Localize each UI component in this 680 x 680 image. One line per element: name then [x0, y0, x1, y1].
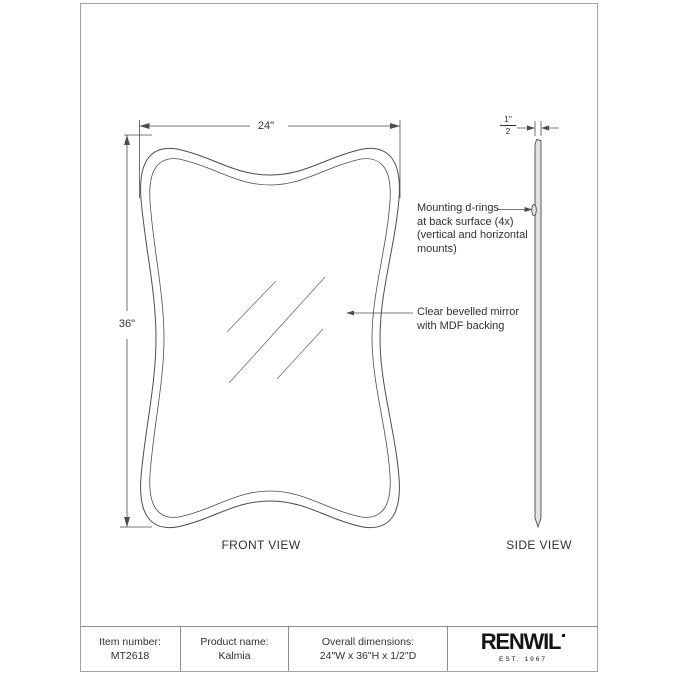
item-number-cell [80, 627, 180, 671]
mounting-note-line: at back surface (4x) [417, 215, 514, 228]
mounting-note-line: (vertical and horizontal [417, 229, 528, 241]
reflection-mark [277, 329, 323, 379]
depth-fraction-numerator: 1" [500, 114, 516, 126]
height-dimension-label: 36" [118, 318, 136, 330]
arrowhead-left [140, 123, 150, 129]
title-block [80, 626, 598, 671]
depth-extension-lines [535, 121, 541, 136]
mounting-note [417, 202, 528, 256]
arrowhead-left [541, 125, 549, 130]
front-view-label: FRONT VIEW [221, 538, 301, 552]
brand-name: RENWIL [480, 628, 561, 654]
trademark-dot-icon [562, 634, 565, 637]
brand-logo [480, 628, 566, 654]
arrowhead-down [124, 517, 130, 527]
mirror-note-line: Clear bevelled mirror [417, 306, 520, 318]
depth-fraction-denominator: 2 [505, 126, 511, 136]
width-dimension-label: 24" [257, 120, 275, 132]
arrowhead-left [346, 311, 354, 316]
product-name-cell [180, 627, 288, 671]
product-name-value: Kalmia [218, 650, 251, 662]
d-ring-bump [532, 205, 537, 216]
reflection-mark [227, 281, 276, 332]
product-name-label: Product name: [200, 636, 269, 648]
side-view-label: SIDE VIEW [506, 538, 572, 552]
brand-tagline: EST. 1967 [499, 655, 547, 663]
dimensions-value: 24"W x 36"H x 1/2"D [319, 650, 417, 662]
side-view-profile [535, 140, 541, 528]
sheet-border [81, 4, 598, 672]
arrowhead-right [390, 123, 400, 129]
mounting-note-line: mounts) [417, 242, 457, 255]
item-number-label: Item number: [99, 636, 161, 648]
depth-dimension-label [500, 114, 516, 137]
mirror-note-line: with MDF backing [417, 319, 505, 332]
arrowhead-right [527, 125, 535, 130]
arrowhead-up [124, 135, 130, 145]
brand-cell [447, 627, 598, 671]
mirror-note [417, 306, 519, 333]
dimensions-cell [288, 627, 447, 671]
reflection-mark [229, 277, 325, 383]
item-number-value: MT2618 [110, 650, 150, 662]
dimensions-label: Overall dimensions: [321, 636, 415, 648]
mounting-note-line: Mounting d-rings [417, 202, 499, 214]
